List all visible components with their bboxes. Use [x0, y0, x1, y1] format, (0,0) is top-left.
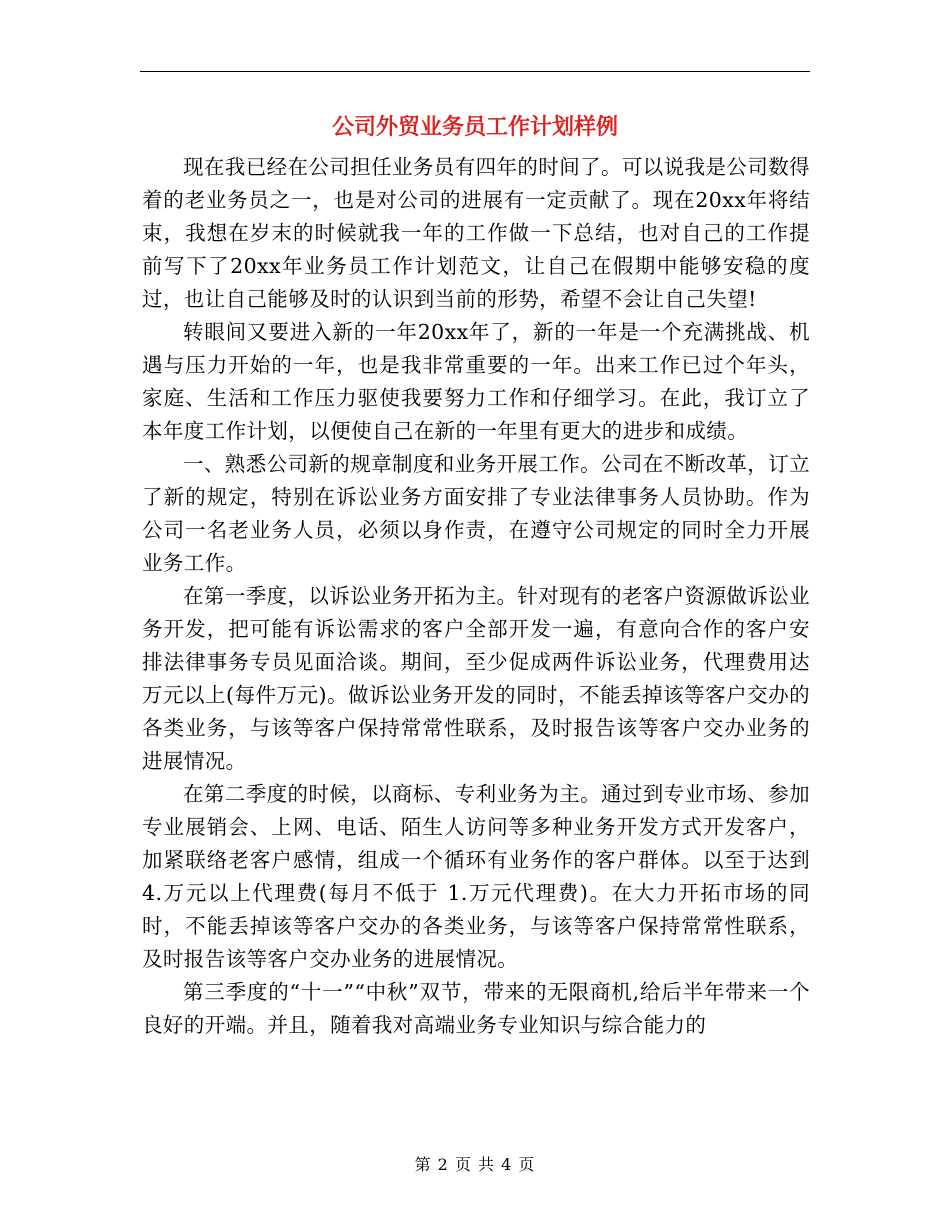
header-rule: [140, 71, 810, 72]
paragraph-intro: 现在我已经在公司担任业务员有四年的时间了。可以说我是公司数得着的老业务员之一，也是对公司的进展有一定贡献了。现在20xx年将结束，我想在岁末的时候就我一年的工作做一下总结，也对自己的工作提前写下了20xx年业务员工作计划范文，让自己在假期中能够安稳的度过，也让自己能够及时的认识到当前的形势，希望不会让自己失望!: [142, 155, 810, 311]
page-number-footer: 第 2 页 共 4 页: [414, 1155, 536, 1174]
paragraph-section-one: 一、熟悉公司新的规章制度和业务开展工作。公司在不断改革，订立了新的规定，特别在诉讼业务方面安排了专业法律事务人员协助。作为公司一名老业务人员，必须以身作责，在遵守公司规定的同时全力开展业务工作。: [142, 452, 810, 575]
document-body: [142, 151, 810, 1042]
paragraph-third-quarter: 第三季度的“十一”“中秋”双节，带来的无限商机,给后半年带来一个良好的开端。并且，随着我对高端业务专业知识与综合能力的: [142, 980, 810, 1037]
paragraph-second-quarter: 在第二季度的时候，以商标、专利业务为主。通过到专业市场、参加专业展销会、上网、电话、陌生人访问等多种业务开发方式开发客户，加紧联络老客户感情，组成一个循环有业务作的客户群体。以至于达到4.万元以上代理费(每月不低于 1.万元代理费)。在大力开拓市场的同时，不能丢掉该等客户交办的各类业务，与该等客户保持常常性联系，及时报告该等客户交办业务的进展情况。: [142, 782, 810, 971]
paragraph-first-quarter: 在第一季度，以诉讼业务开拓为主。针对现有的老客户资源做诉讼业务开发，把可能有诉讼需求的客户全部开发一遍，有意向合作的客户安排法律事务专员见面洽谈。期间，至少促成两件诉讼业务，代理费用达万元以上(每件万元)。做诉讼业务开发的同时，不能丢掉该等客户交办的各类业务，与该等客户保持常常性联系，及时报告该等客户交办业务的进展情况。: [142, 584, 810, 773]
paragraph-new-year: 转眼间又要进入新的一年20xx年了，新的一年是一个充满挑战、机遇与压力开始的一年，也是我非常重要的一年。出来工作已过个年头，家庭、生活和工作压力驱使我要努力工作和仔细学习。在此，我订立了本年度工作计划，以便使自己在新的一年里有更大的进步和成绩。: [142, 320, 810, 443]
document-title: 公司外贸业务员工作计划样例: [331, 114, 618, 140]
